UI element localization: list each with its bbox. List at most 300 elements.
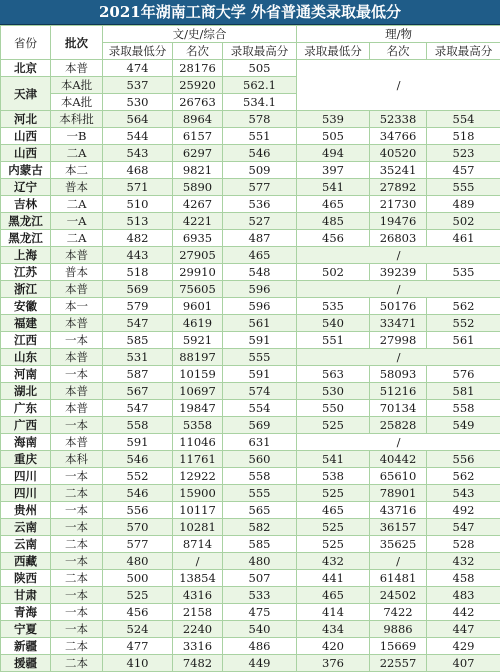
cell-arts-max: 596 <box>223 298 297 315</box>
cell-arts-max: 578 <box>223 111 297 128</box>
cell-science-rank: 15669 <box>370 638 427 655</box>
table-row <box>1 298 500 315</box>
cell-science-rank: 24502 <box>370 587 427 604</box>
cell-science-na: / <box>297 281 500 298</box>
cell-science-max: 535 <box>427 264 500 281</box>
cell-arts-rank: 6157 <box>173 128 223 145</box>
cell-arts-rank: 4267 <box>173 196 223 213</box>
cell-science-max: 562 <box>427 298 500 315</box>
cell-province: 甘肃 <box>1 587 51 604</box>
cell-arts-min: 513 <box>103 213 173 230</box>
cell-science-min: 525 <box>297 417 370 434</box>
cell-science-rank: 43716 <box>370 502 427 519</box>
cell-arts-min: 579 <box>103 298 173 315</box>
cell-science-max: 528 <box>427 536 500 553</box>
table-row <box>1 621 500 638</box>
table-row <box>1 332 500 349</box>
cell-science-rank: 7422 <box>370 604 427 621</box>
table-row <box>1 349 500 366</box>
cell-science-max: 555 <box>427 179 500 196</box>
cell-science-max: 447 <box>427 621 500 638</box>
table-row <box>1 417 500 434</box>
cell-arts-rank: 9821 <box>173 162 223 179</box>
cell-science-rank: 36157 <box>370 519 427 536</box>
table-row <box>1 434 500 451</box>
table-row <box>1 264 500 281</box>
cell-science-max: 502 <box>427 213 500 230</box>
cell-arts-rank: 4619 <box>173 315 223 332</box>
cell-batch: 一本 <box>51 366 103 383</box>
cell-batch: 本普 <box>51 281 103 298</box>
cell-arts-min: 570 <box>103 519 173 536</box>
sheet-title: 2021年湖南工商大学 外省普通类录取最低分 <box>0 0 500 25</box>
cell-province: 江苏 <box>1 264 51 281</box>
cell-science-max: 518 <box>427 128 500 145</box>
cell-science-max: 556 <box>427 451 500 468</box>
cell-province: 四川 <box>1 485 51 502</box>
header-group-arts: 文/史/综合 <box>103 26 297 43</box>
cell-arts-min: 543 <box>103 145 173 162</box>
cell-science-rank: 40442 <box>370 451 427 468</box>
cell-science-rank: 35241 <box>370 162 427 179</box>
cell-science-max: 552 <box>427 315 500 332</box>
cell-arts-rank: 19847 <box>173 400 223 417</box>
cell-arts-min: 524 <box>103 621 173 638</box>
cell-science-max: 581 <box>427 383 500 400</box>
cell-science-max: 576 <box>427 366 500 383</box>
cell-province: 陕西 <box>1 570 51 587</box>
cell-batch: 本A批 <box>51 77 103 94</box>
cell-province: 吉林 <box>1 196 51 213</box>
table-row <box>1 553 500 570</box>
cell-science-min: 563 <box>297 366 370 383</box>
table-row <box>1 145 500 162</box>
cell-science-min: 530 <box>297 383 370 400</box>
cell-province: 上海 <box>1 247 51 264</box>
cell-province: 广西 <box>1 417 51 434</box>
cell-science-max: 489 <box>427 196 500 213</box>
cell-batch: 一本 <box>51 553 103 570</box>
cell-arts-max: 565 <box>223 502 297 519</box>
cell-arts-min: 482 <box>103 230 173 247</box>
cell-science-rank: 39239 <box>370 264 427 281</box>
cell-arts-min: 556 <box>103 502 173 519</box>
cell-science-rank: 61481 <box>370 570 427 587</box>
cell-province: 海南 <box>1 434 51 451</box>
cell-science-rank: 21730 <box>370 196 427 213</box>
cell-arts-rank: 3316 <box>173 638 223 655</box>
cell-science-min: 525 <box>297 485 370 502</box>
cell-science-max: 547 <box>427 519 500 536</box>
cell-arts-min: 544 <box>103 128 173 145</box>
cell-arts-max: 509 <box>223 162 297 179</box>
cell-arts-max: 561 <box>223 315 297 332</box>
cell-arts-min: 546 <box>103 451 173 468</box>
header-science-rank: 名次 <box>370 43 427 60</box>
cell-science-rank: 70134 <box>370 400 427 417</box>
cell-science-rank: 40520 <box>370 145 427 162</box>
cell-arts-min: 585 <box>103 332 173 349</box>
cell-arts-max: 487 <box>223 230 297 247</box>
cell-arts-rank: 6935 <box>173 230 223 247</box>
cell-science-min: 397 <box>297 162 370 179</box>
cell-arts-max: 465 <box>223 247 297 264</box>
cell-science-min: 420 <box>297 638 370 655</box>
cell-science-min: 414 <box>297 604 370 621</box>
cell-province: 重庆 <box>1 451 51 468</box>
table-row <box>1 128 500 145</box>
table-row <box>1 111 500 128</box>
cell-science-max: 558 <box>427 400 500 417</box>
table-row <box>1 366 500 383</box>
cell-arts-min: 531 <box>103 349 173 366</box>
cell-arts-rank: 5890 <box>173 179 223 196</box>
cell-arts-min: 456 <box>103 604 173 621</box>
cell-arts-rank: 15900 <box>173 485 223 502</box>
cell-batch: 一本 <box>51 502 103 519</box>
cell-arts-rank: 4221 <box>173 213 223 230</box>
cell-arts-min: 567 <box>103 383 173 400</box>
cell-science-min: 538 <box>297 468 370 485</box>
cell-arts-max: 551 <box>223 128 297 145</box>
cell-arts-max: 558 <box>223 468 297 485</box>
cell-batch: 普本 <box>51 179 103 196</box>
cell-arts-min: 547 <box>103 315 173 332</box>
table-row <box>1 519 500 536</box>
cell-science-na: / <box>297 60 500 111</box>
cell-batch: 二本 <box>51 570 103 587</box>
cell-science-max: 561 <box>427 332 500 349</box>
cell-science-rank: 34766 <box>370 128 427 145</box>
cell-arts-min: 564 <box>103 111 173 128</box>
cell-batch: 二A <box>51 145 103 162</box>
cell-province: 福建 <box>1 315 51 332</box>
cell-science-rank: 25828 <box>370 417 427 434</box>
cell-arts-min: 443 <box>103 247 173 264</box>
cell-arts-min: 500 <box>103 570 173 587</box>
cell-arts-max: 540 <box>223 621 297 638</box>
cell-arts-min: 525 <box>103 587 173 604</box>
cell-arts-max: 582 <box>223 519 297 536</box>
header-row-groups <box>1 26 500 43</box>
cell-science-max: 554 <box>427 111 500 128</box>
cell-arts-max: 507 <box>223 570 297 587</box>
cell-province: 青海 <box>1 604 51 621</box>
header-science-max: 录取最高分 <box>427 43 500 60</box>
cell-province: 天津 <box>1 77 51 111</box>
cell-province: 西藏 <box>1 553 51 570</box>
cell-science-min: 494 <box>297 145 370 162</box>
cell-batch: 一B <box>51 128 103 145</box>
cell-batch: 二本 <box>51 485 103 502</box>
cell-batch: 本普 <box>51 60 103 77</box>
cell-arts-min: 587 <box>103 366 173 383</box>
cell-arts-min: 530 <box>103 94 173 111</box>
cell-batch: 本普 <box>51 383 103 400</box>
cell-science-min: 541 <box>297 179 370 196</box>
cell-science-rank: 26803 <box>370 230 427 247</box>
table-row <box>1 502 500 519</box>
table-row <box>1 485 500 502</box>
cell-science-min: 502 <box>297 264 370 281</box>
table-row <box>1 383 500 400</box>
cell-arts-rank: 29910 <box>173 264 223 281</box>
cell-science-rank: 35625 <box>370 536 427 553</box>
cell-science-rank: 19476 <box>370 213 427 230</box>
cell-science-max: 429 <box>427 638 500 655</box>
cell-arts-max: 577 <box>223 179 297 196</box>
cell-science-max: 432 <box>427 553 500 570</box>
header-arts-max: 录取最高分 <box>223 43 297 60</box>
cell-arts-min: 410 <box>103 655 173 672</box>
table-row <box>1 604 500 621</box>
cell-science-min: 525 <box>297 519 370 536</box>
cell-science-min: 441 <box>297 570 370 587</box>
cell-arts-rank: 11046 <box>173 434 223 451</box>
cell-arts-min: 558 <box>103 417 173 434</box>
cell-batch: 二本 <box>51 655 103 672</box>
cell-science-max: 483 <box>427 587 500 604</box>
table-row <box>1 570 500 587</box>
cell-province: 宁夏 <box>1 621 51 638</box>
score-table-body <box>1 26 500 672</box>
cell-arts-min: 477 <box>103 638 173 655</box>
cell-arts-rank: 8964 <box>173 111 223 128</box>
cell-arts-rank: 88197 <box>173 349 223 366</box>
cell-batch: 本一 <box>51 298 103 315</box>
cell-arts-max: 486 <box>223 638 297 655</box>
cell-science-min: 485 <box>297 213 370 230</box>
cell-arts-max: 533 <box>223 587 297 604</box>
cell-arts-rank: 9601 <box>173 298 223 315</box>
cell-arts-min: 546 <box>103 485 173 502</box>
header-arts-rank: 名次 <box>173 43 223 60</box>
cell-batch: 一本 <box>51 604 103 621</box>
cell-batch: 二本 <box>51 536 103 553</box>
cell-province: 黑龙江 <box>1 230 51 247</box>
cell-arts-rank: 2158 <box>173 604 223 621</box>
cell-province: 云南 <box>1 536 51 553</box>
cell-arts-max: 548 <box>223 264 297 281</box>
table-row <box>1 587 500 604</box>
cell-batch: 本A批 <box>51 94 103 111</box>
header-province: 省份 <box>1 26 51 60</box>
cell-arts-rank: 75605 <box>173 281 223 298</box>
cell-arts-max: 631 <box>223 434 297 451</box>
cell-arts-rank: 28176 <box>173 60 223 77</box>
cell-arts-max: 555 <box>223 485 297 502</box>
cell-arts-rank: 27905 <box>173 247 223 264</box>
cell-science-rank: 22557 <box>370 655 427 672</box>
table-row <box>1 196 500 213</box>
cell-province: 黑龙江 <box>1 213 51 230</box>
cell-science-min: 550 <box>297 400 370 417</box>
score-table <box>0 25 500 672</box>
cell-province: 浙江 <box>1 281 51 298</box>
table-row <box>1 400 500 417</box>
cell-province: 江西 <box>1 332 51 349</box>
cell-arts-min: 571 <box>103 179 173 196</box>
cell-science-rank: 78901 <box>370 485 427 502</box>
table-row <box>1 638 500 655</box>
cell-science-min: 376 <box>297 655 370 672</box>
cell-science-rank: 27998 <box>370 332 427 349</box>
cell-science-max: 407 <box>427 655 500 672</box>
cell-arts-max: 574 <box>223 383 297 400</box>
cell-province: 广东 <box>1 400 51 417</box>
cell-science-rank: 9886 <box>370 621 427 638</box>
cell-province: 新疆 <box>1 638 51 655</box>
cell-arts-min: 547 <box>103 400 173 417</box>
table-row <box>1 230 500 247</box>
cell-science-max: 523 <box>427 145 500 162</box>
cell-batch: 本普 <box>51 400 103 417</box>
cell-arts-max: 591 <box>223 332 297 349</box>
cell-batch: 本科 <box>51 451 103 468</box>
cell-science-na: / <box>297 247 500 264</box>
table-row <box>1 655 500 672</box>
cell-province: 湖北 <box>1 383 51 400</box>
cell-arts-rank: 25920 <box>173 77 223 94</box>
cell-science-na: / <box>297 434 500 451</box>
cell-science-min: 539 <box>297 111 370 128</box>
cell-arts-rank: 11761 <box>173 451 223 468</box>
cell-batch: 本普 <box>51 349 103 366</box>
cell-arts-rank: 5358 <box>173 417 223 434</box>
cell-province: 安徽 <box>1 298 51 315</box>
cell-arts-max: 546 <box>223 145 297 162</box>
cell-arts-min: 480 <box>103 553 173 570</box>
cell-arts-min: 474 <box>103 60 173 77</box>
cell-science-na: / <box>297 349 500 366</box>
cell-province: 山西 <box>1 145 51 162</box>
cell-batch: 一本 <box>51 621 103 638</box>
table-row <box>1 281 500 298</box>
cell-batch: 一本 <box>51 468 103 485</box>
cell-science-max: 562 <box>427 468 500 485</box>
cell-arts-rank: 10117 <box>173 502 223 519</box>
cell-science-min: 456 <box>297 230 370 247</box>
cell-arts-max: 569 <box>223 417 297 434</box>
cell-batch: 本普 <box>51 315 103 332</box>
cell-arts-max: 480 <box>223 553 297 570</box>
cell-arts-max: 534.1 <box>223 94 297 111</box>
cell-science-min: 525 <box>297 536 370 553</box>
cell-science-min: 535 <box>297 298 370 315</box>
cell-arts-min: 537 <box>103 77 173 94</box>
cell-science-rank: 52338 <box>370 111 427 128</box>
cell-science-max: 492 <box>427 502 500 519</box>
cell-science-min: 434 <box>297 621 370 638</box>
cell-batch: 一A <box>51 213 103 230</box>
cell-arts-max: 536 <box>223 196 297 213</box>
cell-science-max: 442 <box>427 604 500 621</box>
cell-science-min: 551 <box>297 332 370 349</box>
cell-arts-max: 505 <box>223 60 297 77</box>
table-row <box>1 179 500 196</box>
cell-science-rank: / <box>370 553 427 570</box>
cell-province: 山西 <box>1 128 51 145</box>
cell-science-rank: 50176 <box>370 298 427 315</box>
cell-batch: 二本 <box>51 638 103 655</box>
cell-province: 云南 <box>1 519 51 536</box>
cell-batch: 本科批 <box>51 111 103 128</box>
table-row <box>1 60 500 77</box>
cell-batch: 一本 <box>51 332 103 349</box>
table-row <box>1 315 500 332</box>
cell-arts-max: 475 <box>223 604 297 621</box>
cell-province: 北京 <box>1 60 51 77</box>
cell-province: 内蒙古 <box>1 162 51 179</box>
cell-arts-rank: 10159 <box>173 366 223 383</box>
cell-province: 河北 <box>1 111 51 128</box>
cell-science-rank: 27892 <box>370 179 427 196</box>
cell-arts-min: 569 <box>103 281 173 298</box>
cell-arts-min: 591 <box>103 434 173 451</box>
cell-batch: 一本 <box>51 519 103 536</box>
cell-province: 贵州 <box>1 502 51 519</box>
cell-science-max: 549 <box>427 417 500 434</box>
cell-science-rank: 58093 <box>370 366 427 383</box>
table-row <box>1 162 500 179</box>
cell-province: 援疆 <box>1 655 51 672</box>
cell-arts-max: 560 <box>223 451 297 468</box>
cell-batch: 本普 <box>51 434 103 451</box>
cell-arts-max: 596 <box>223 281 297 298</box>
cell-science-rank: 65610 <box>370 468 427 485</box>
cell-arts-rank: 12922 <box>173 468 223 485</box>
cell-arts-max: 562.1 <box>223 77 297 94</box>
header-batch: 批次 <box>51 26 103 60</box>
cell-arts-rank: 4316 <box>173 587 223 604</box>
cell-batch: 二A <box>51 196 103 213</box>
header-group-science: 理/物 <box>297 26 500 43</box>
cell-arts-min: 518 <box>103 264 173 281</box>
cell-science-min: 505 <box>297 128 370 145</box>
cell-arts-max: 449 <box>223 655 297 672</box>
cell-science-max: 457 <box>427 162 500 179</box>
cell-batch: 一本 <box>51 417 103 434</box>
cell-province: 四川 <box>1 468 51 485</box>
cell-arts-max: 554 <box>223 400 297 417</box>
cell-arts-rank: / <box>173 553 223 570</box>
cell-arts-max: 527 <box>223 213 297 230</box>
table-row <box>1 247 500 264</box>
cell-science-min: 541 <box>297 451 370 468</box>
cell-batch: 本二 <box>51 162 103 179</box>
cell-arts-rank: 10697 <box>173 383 223 400</box>
table-row <box>1 468 500 485</box>
cell-arts-min: 468 <box>103 162 173 179</box>
table-row <box>1 213 500 230</box>
cell-batch: 本普 <box>51 247 103 264</box>
cell-batch: 普本 <box>51 264 103 281</box>
cell-arts-max: 591 <box>223 366 297 383</box>
cell-arts-rank: 7482 <box>173 655 223 672</box>
cell-science-min: 465 <box>297 196 370 213</box>
table-row <box>1 536 500 553</box>
cell-arts-rank: 6297 <box>173 145 223 162</box>
cell-batch: 一本 <box>51 587 103 604</box>
cell-arts-min: 510 <box>103 196 173 213</box>
cell-arts-rank: 8714 <box>173 536 223 553</box>
cell-arts-rank: 13854 <box>173 570 223 587</box>
cell-science-min: 465 <box>297 587 370 604</box>
cell-arts-min: 552 <box>103 468 173 485</box>
cell-arts-rank: 10281 <box>173 519 223 536</box>
cell-science-min: 432 <box>297 553 370 570</box>
cell-science-min: 540 <box>297 315 370 332</box>
